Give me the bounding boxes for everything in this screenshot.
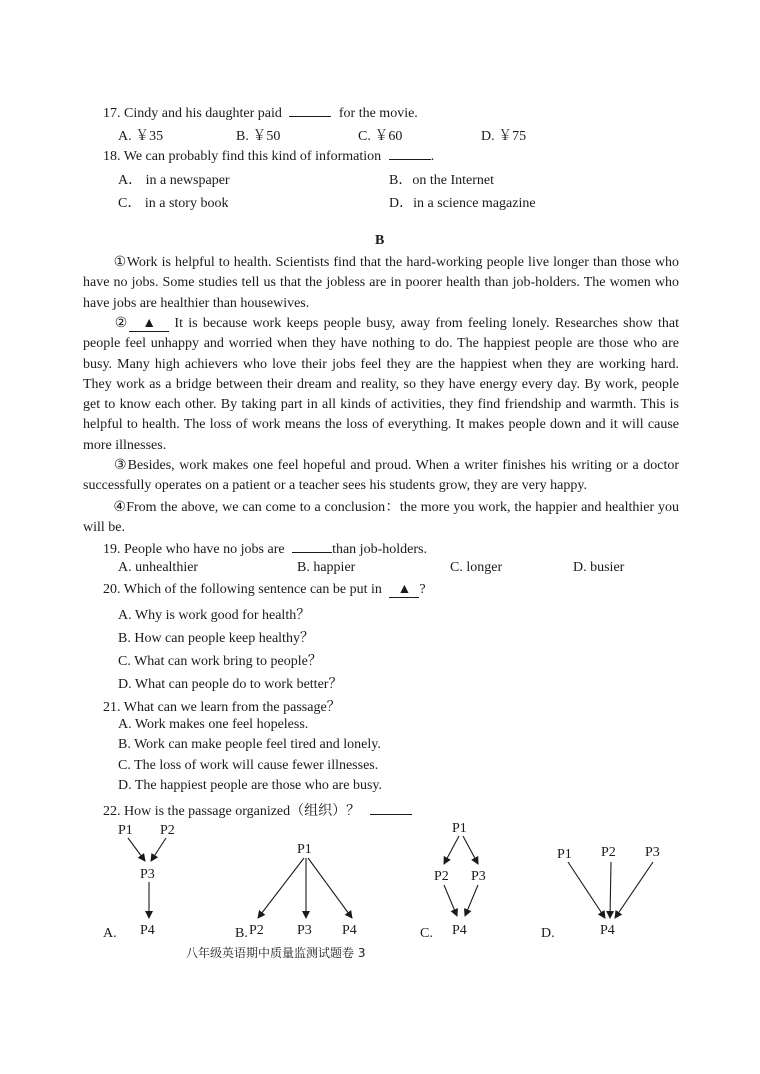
gap-marker[interactable]: ▲ (129, 317, 169, 332)
q20-option-a[interactable]: A. Why is work good for health？ (118, 608, 311, 623)
diagram-a-letter[interactable]: A. (103, 926, 117, 941)
arrow (463, 836, 478, 864)
arrow (258, 858, 304, 918)
diagram-b-letter[interactable]: B. (235, 926, 248, 941)
arrow (610, 862, 611, 918)
node-label: P3 (645, 845, 660, 860)
gap-marker: ▲ (389, 583, 419, 598)
q17-option-b[interactable]: B. ￥50 (236, 129, 281, 144)
q21-option-c[interactable]: C. The loss of work will cause fewer illnesses. (118, 758, 379, 773)
q19-option-d[interactable]: D. busier (573, 560, 625, 575)
node-label: P2 (601, 845, 616, 860)
arrow (465, 885, 478, 916)
q18-option-a[interactable]: A． in a newspaper (118, 173, 230, 188)
arrow (444, 885, 457, 916)
diagram-d-letter[interactable]: D. (541, 926, 555, 941)
node-label: P3 (297, 923, 312, 938)
node-label: P4 (140, 923, 155, 938)
node-label: P4 (342, 923, 357, 938)
diagram-c-letter[interactable]: C. (420, 926, 433, 941)
arrow (615, 862, 653, 918)
node-label: P1 (557, 847, 572, 862)
q18-option-d[interactable]: D．in a science magazine (389, 196, 536, 211)
q19-option-a[interactable]: A. unhealthier (118, 560, 199, 575)
node-label: P4 (452, 923, 467, 938)
node-label: P2 (249, 923, 264, 938)
q20-option-b[interactable]: B. How can people keep healthy？ (118, 631, 314, 646)
paragraph-4: ④From the above, we can come to a conclusion：the more you work, the happier and healthier you will be. (83, 500, 679, 536)
paragraph-3: ③Besides, work makes one feel hopeful and proud. When a writer finishes his writing or a doctor successfully operates on a patient or a teacher sees his students grow, they are very happy. (83, 458, 679, 494)
q17-stem: 17. Cindy and his daughter paid for the movie. (103, 106, 418, 121)
arrow (444, 836, 459, 864)
q21-option-a[interactable]: A. Work makes one feel hopeless. (118, 717, 309, 732)
q21-option-d[interactable]: D. The happiest people are those who are busy. (118, 778, 382, 793)
paragraph-1: ①Work is helpful to health. Scientists find that the hard-working people live longer than those who have no jobs. Some studies tell us that the jobless are in poorer health than job-holders. The women who have jobs are healthier than housewives. (83, 255, 679, 311)
q19-option-c[interactable]: C. longer (450, 560, 503, 575)
q22-stem: 22. How is the passage organized（组织）？ (103, 800, 412, 820)
q19-option-b[interactable]: B. happier (297, 560, 356, 575)
arrow (151, 838, 166, 861)
q19-stem: 19. People who have no jobs are than job-holders. (103, 542, 427, 557)
node-label: P1 (118, 823, 133, 838)
node-label: P2 (434, 869, 449, 884)
arrow (128, 838, 145, 861)
q17-option-c[interactable]: C. ￥60 (358, 129, 403, 144)
q20-option-c[interactable]: C. What can work bring to people？ (118, 654, 322, 669)
q17-option-a[interactable]: A. ￥35 (118, 129, 164, 144)
q18-option-c[interactable]: C． in a story book (118, 196, 229, 211)
q21-option-b[interactable]: B. Work can make people feel tired and lonely. (118, 737, 381, 752)
q18-option-b[interactable]: B．on the Internet (389, 173, 494, 188)
section-heading: B (375, 233, 385, 248)
node-label: P2 (160, 823, 175, 838)
arrow (568, 862, 605, 918)
arrow (308, 858, 352, 918)
q21-stem: 21. What can we learn from the passage？ (103, 700, 341, 715)
q20-stem: 20. Which of the following sentence can be put in ▲ ? (103, 582, 426, 597)
q20-option-d[interactable]: D. What can people do to work better？ (118, 677, 343, 692)
node-label: P3 (471, 869, 486, 884)
q18-stem: 18. We can probably find this kind of information . (103, 149, 435, 164)
node-label: P1 (297, 842, 312, 857)
q17-option-d[interactable]: D. ￥75 (481, 129, 527, 144)
node-label: P1 (452, 821, 467, 836)
paragraph-2: ② ▲ It is because work keeps people busy, away from feeling lonely. Researches show that people feel unhappy and worried when they have nothing to do. The happiest people are those who are busy. Many high achievers who love their jobs feel they are the happiest when they are working hard. They work as a bridge between their dream and reality, so they have energy every day. By work, people get to know each other. By taking part in all kinds of activities, they find friendship and warmth. This is helpful to health. The loss of work means the loss of everything. It makes people down and it will cause more illnesses. (83, 316, 679, 453)
page-footer: 八年级英语期中质量监测试题卷 3 (186, 946, 366, 960)
node-label: P3 (140, 867, 155, 882)
node-label: P4 (600, 923, 615, 938)
